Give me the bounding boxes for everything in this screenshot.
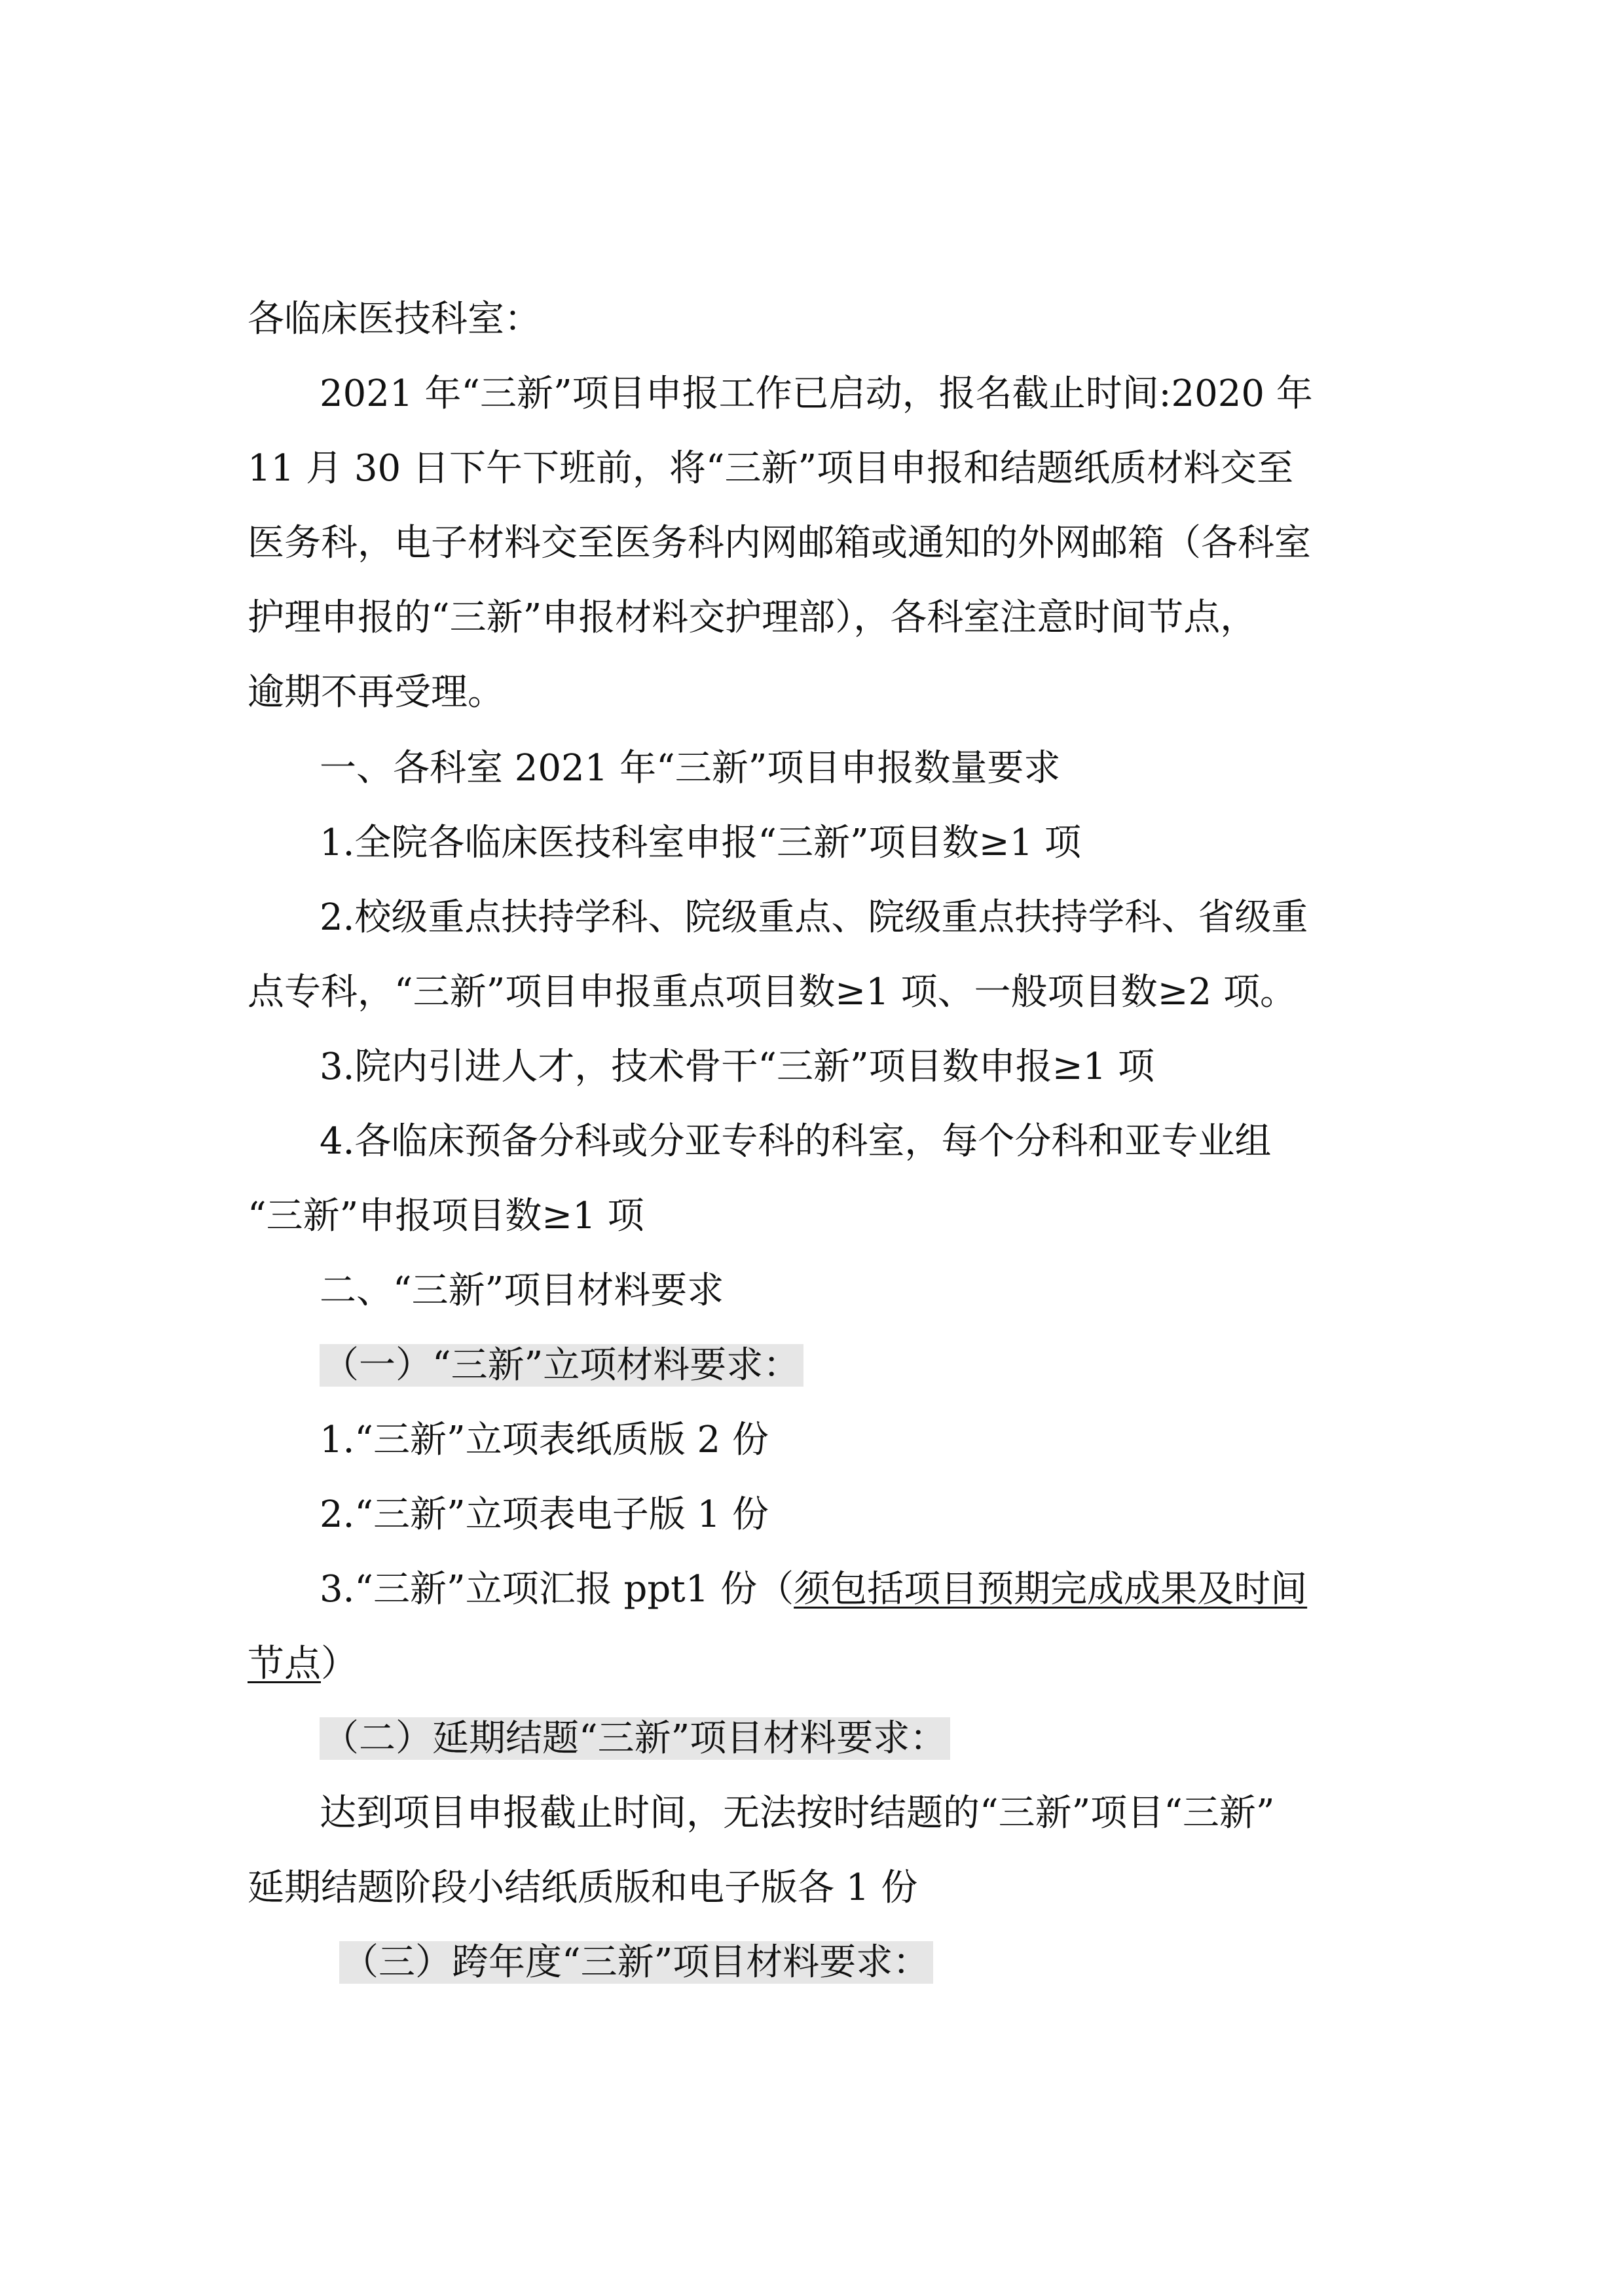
subsection-2-heading-text: （二）延期结题“三新”项目材料要求： (320, 1717, 950, 1760)
subsection-1-item-2: 2.“三新”立项表电子版 1 份 (320, 1493, 769, 1536)
intro-line-1: 2021 年“三新”项目申报工作已启动，报名截止时间:2020 年 (320, 373, 1313, 415)
section-2-heading: 二、“三新”项目材料要求 (320, 1269, 724, 1312)
section-1-item-4-line-1: 4.各临床预备分科或分亚专科的科室，每个分科和亚专业组 (320, 1120, 1272, 1163)
subsection-1-item-1: 1.“三新”立项表纸质版 2 份 (320, 1419, 769, 1461)
subsection-1-item-3-line-2 (248, 1638, 358, 1690)
subsection-1-heading-text: （一）“三新”立项材料要求： (320, 1344, 803, 1387)
section-1-item-4-line-2: “三新”申报项目数≥1 项 (248, 1195, 644, 1237)
section-1-item-2-line-1: 2.校级重点扶持学科、院级重点、院级重点扶持学科、省级重 (320, 896, 1308, 939)
section-1-item-3: 3.院内引进人才，技术骨干“三新”项目数申报≥1 项 (320, 1046, 1155, 1088)
salutation: 各临床医技科室： (248, 298, 541, 340)
intro-line-3: 医务科，电子材料交至医务科内网邮箱或通知的外网邮箱（各科室 (248, 522, 1311, 564)
subsection-2-text-line-2: 延期结题阶段小结纸质版和电子版各 1 份 (248, 1867, 918, 1909)
item-3-prefix: 3.“三新”立项汇报 ppt1 份（ (320, 1568, 794, 1611)
subsection-3-heading (339, 1937, 933, 1989)
section-1-item-1: 1.全院各临床医技科室申报“三新”项目数≥1 项 (320, 822, 1082, 864)
intro-line-2: 11 月 30 日下午下班前，将“三新”项目申报和结题纸质材料交至 (248, 447, 1294, 490)
section-1-heading: 一、各科室 2021 年“三新”项目申报数量要求 (320, 747, 1061, 790)
subsection-1-item-3-line-1 (320, 1563, 1307, 1616)
item-3-suffix: ） (321, 1643, 358, 1685)
subsection-3-heading-text: （三）跨年度“三新”项目材料要求： (339, 1941, 933, 1984)
subsection-1-heading (320, 1339, 803, 1392)
subsection-2-text-line-1: 达到项目申报截止时间，无法按时结题的“三新”项目“三新” (320, 1792, 1275, 1834)
intro-line-4: 护理申报的“三新”申报材料交护理部），各科室注意时间节点， (248, 596, 1257, 639)
item-3-underlined-text-continued: 节点 (248, 1643, 321, 1685)
subsection-2-heading (320, 1713, 950, 1765)
section-1-item-2-line-2: 点专科，“三新”项目申报重点项目数≥1 项、一般项目数≥2 项。 (248, 971, 1297, 1013)
intro-line-5: 逾期不再受理。 (248, 671, 504, 714)
item-3-underlined-text: 须包括项目预期完成成果及时间 (794, 1568, 1308, 1611)
